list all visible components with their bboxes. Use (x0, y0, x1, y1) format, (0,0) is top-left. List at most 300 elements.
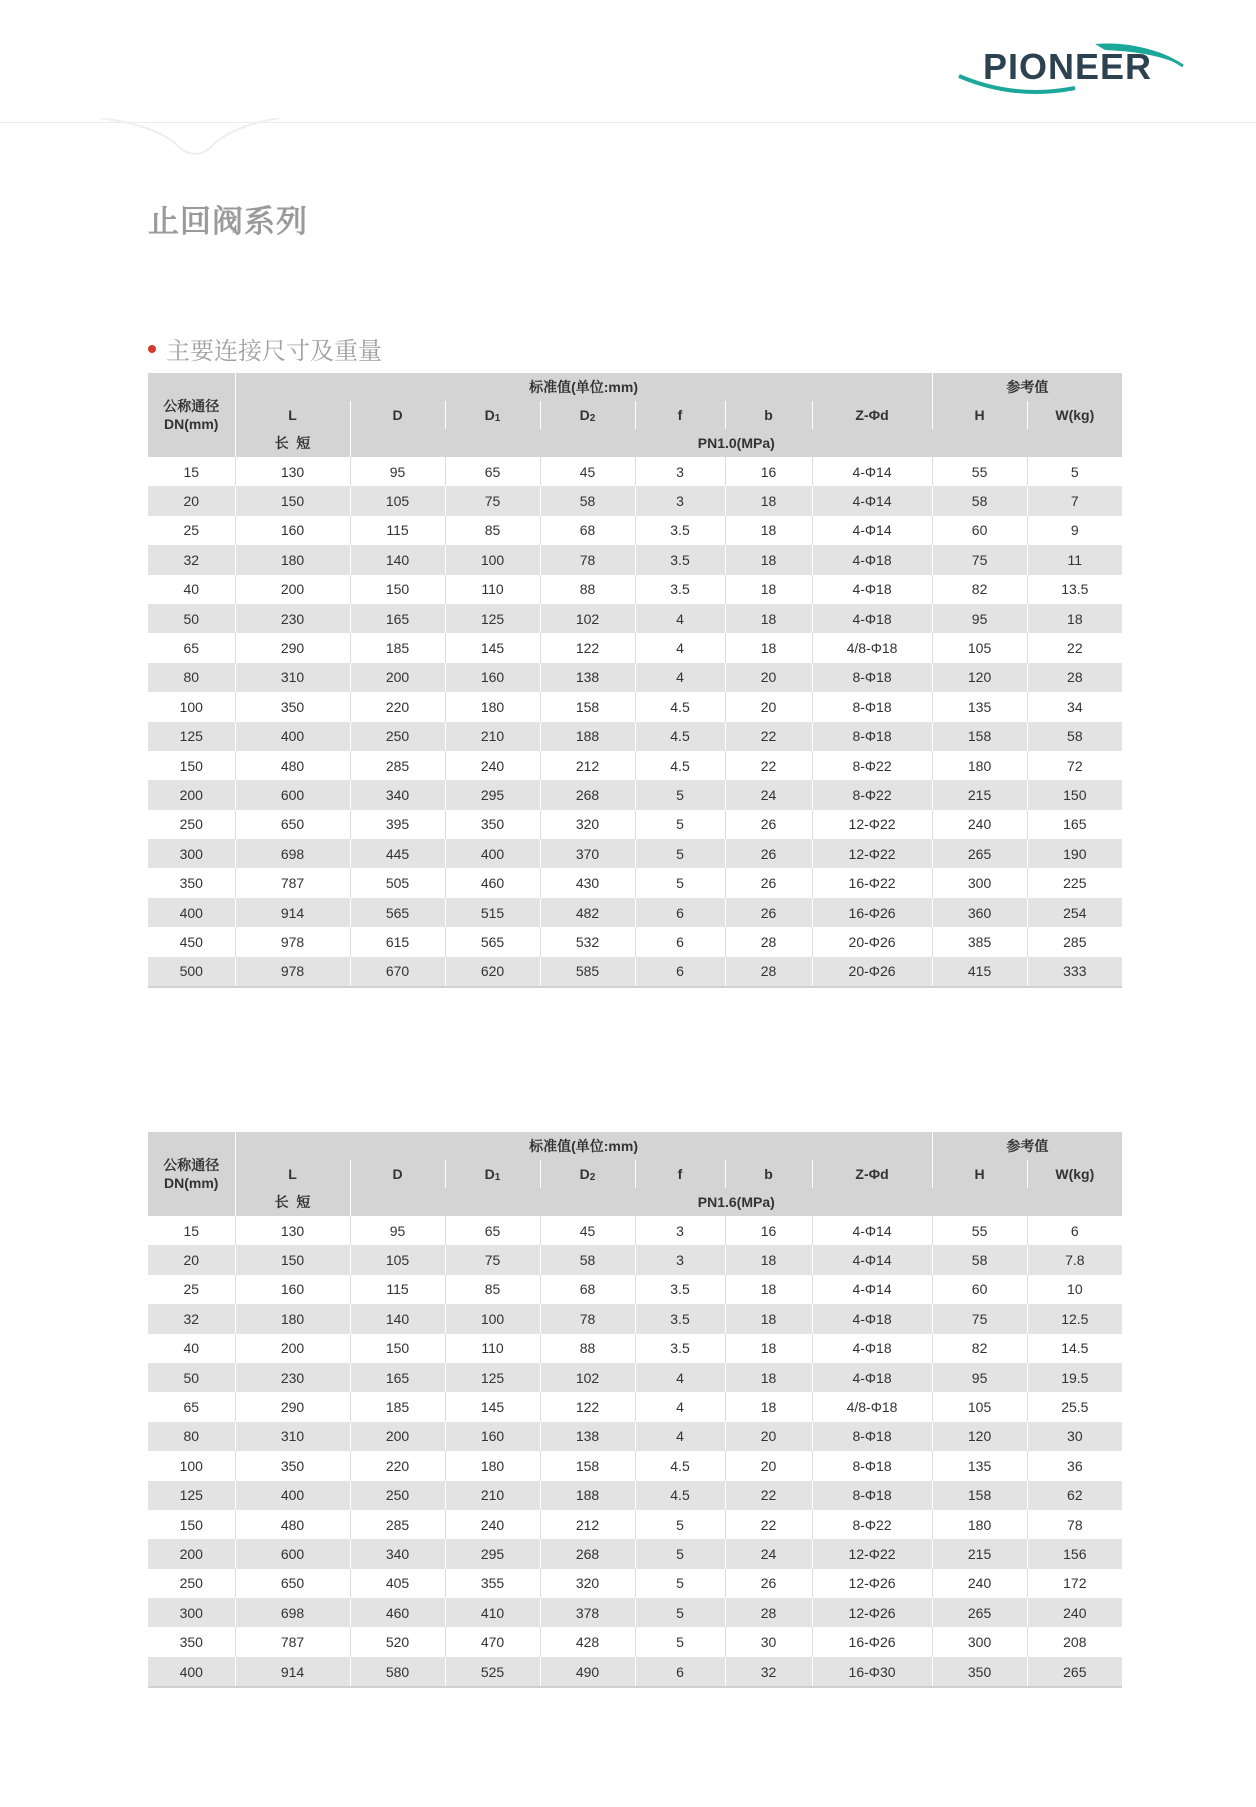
cell-dn: 450 (148, 927, 235, 956)
cell-W: 22 (1027, 633, 1122, 662)
cell-f: 4 (635, 633, 725, 662)
cell-b: 32 (725, 1657, 812, 1687)
cell-W: 13.5 (1027, 575, 1122, 604)
cell-zd: 8-Φ18 (812, 1422, 932, 1451)
cell-zd: 4-Φ14 (812, 516, 932, 545)
cell-b: 30 (725, 1627, 812, 1656)
cell-f: 6 (635, 957, 725, 987)
cell-D: 285 (350, 751, 445, 780)
cell-D2: 102 (540, 604, 635, 633)
cell-D1: 145 (445, 1392, 540, 1421)
cell-D: 150 (350, 575, 445, 604)
col-D2-header: D2 (540, 401, 635, 429)
cell-D2: 490 (540, 1657, 635, 1687)
cell-D2: 45 (540, 457, 635, 486)
cell-zd: 8-Φ22 (812, 780, 932, 809)
header-notch-decoration (100, 118, 280, 163)
cell-D: 250 (350, 722, 445, 751)
cell-f: 3 (635, 457, 725, 486)
cell-zd: 16-Φ26 (812, 1627, 932, 1656)
cell-b: 28 (725, 927, 812, 956)
cell-dn: 300 (148, 839, 235, 868)
cell-H: 240 (932, 810, 1027, 839)
col-W-header: W(kg) (1027, 401, 1122, 429)
cell-W: 333 (1027, 957, 1122, 987)
cell-L: 400 (235, 722, 350, 751)
cell-b: 16 (725, 457, 812, 486)
cell-D1: 295 (445, 780, 540, 809)
table-row (148, 1392, 1122, 1421)
cell-b: 18 (725, 1363, 812, 1392)
cell-zd: 4-Φ14 (812, 1245, 932, 1274)
cell-D1: 145 (445, 633, 540, 662)
cell-D: 200 (350, 663, 445, 692)
table-row (148, 486, 1122, 515)
cell-zd: 8-Φ18 (812, 663, 932, 692)
cell-D: 200 (350, 1422, 445, 1451)
cell-D: 150 (350, 1334, 445, 1363)
cell-b: 22 (725, 1481, 812, 1510)
cell-dn: 400 (148, 898, 235, 927)
cell-W: 156 (1027, 1539, 1122, 1568)
cell-D2: 122 (540, 633, 635, 662)
cell-W: 18 (1027, 604, 1122, 633)
pioneer-logo (955, 38, 1185, 98)
cell-H: 158 (932, 722, 1027, 751)
cell-f: 4.5 (635, 751, 725, 780)
cell-W: 72 (1027, 751, 1122, 780)
cell-zd: 12-Φ22 (812, 839, 932, 868)
cell-dn: 20 (148, 1245, 235, 1274)
cell-W: 7.8 (1027, 1245, 1122, 1274)
cell-D: 115 (350, 516, 445, 545)
cell-b: 18 (725, 1304, 812, 1333)
cell-f: 3.5 (635, 516, 725, 545)
cell-zd: 4-Φ18 (812, 1304, 932, 1333)
cell-D: 115 (350, 1275, 445, 1304)
cell-D1: 85 (445, 1275, 540, 1304)
cell-dn: 200 (148, 1539, 235, 1568)
cell-H: 215 (932, 780, 1027, 809)
cell-dn: 350 (148, 868, 235, 897)
cell-zd: 4-Φ18 (812, 545, 932, 574)
cell-dn: 32 (148, 545, 235, 574)
cell-L: 978 (235, 927, 350, 956)
table-row (148, 1363, 1122, 1392)
cell-D: 445 (350, 839, 445, 868)
table-row (148, 722, 1122, 751)
cell-W: 62 (1027, 1481, 1122, 1510)
pressure-header: PN1.0(MPa) (350, 429, 1122, 457)
standard-header: 标准值(单位:mm) (235, 1132, 932, 1160)
cell-H: 385 (932, 927, 1027, 956)
cell-W: 25.5 (1027, 1392, 1122, 1421)
cell-D: 565 (350, 898, 445, 927)
cell-b: 20 (725, 1451, 812, 1480)
cell-L: 400 (235, 1481, 350, 1510)
cell-D: 185 (350, 1392, 445, 1421)
col-H-header: H (932, 1160, 1027, 1188)
cell-L: 787 (235, 868, 350, 897)
cell-W: 10 (1027, 1275, 1122, 1304)
cell-zd: 16-Φ26 (812, 898, 932, 927)
cell-f: 5 (635, 1569, 725, 1598)
section-title-text: 主要连接尺寸及重量 (166, 337, 382, 365)
col-zd-header: Z-Φd (812, 401, 932, 429)
cell-b: 26 (725, 839, 812, 868)
cell-zd: 4-Φ14 (812, 486, 932, 515)
cell-H: 360 (932, 898, 1027, 927)
table-row (148, 868, 1122, 897)
cell-H: 265 (932, 839, 1027, 868)
cell-W: 12.5 (1027, 1304, 1122, 1333)
cell-f: 4 (635, 1422, 725, 1451)
cell-L: 350 (235, 692, 350, 721)
cell-H: 300 (932, 1627, 1027, 1656)
table-row (148, 1481, 1122, 1510)
table-row (148, 898, 1122, 927)
cell-W: 34 (1027, 692, 1122, 721)
cell-dn: 100 (148, 692, 235, 721)
cell-D1: 515 (445, 898, 540, 927)
cell-H: 60 (932, 1275, 1027, 1304)
cell-H: 415 (932, 957, 1027, 987)
cell-D1: 240 (445, 751, 540, 780)
cell-W: 150 (1027, 780, 1122, 809)
cell-b: 18 (725, 604, 812, 633)
col-L-header: L (235, 1160, 350, 1188)
cell-zd: 16-Φ22 (812, 868, 932, 897)
cell-b: 26 (725, 1569, 812, 1598)
cell-D2: 138 (540, 663, 635, 692)
cell-L: 914 (235, 1657, 350, 1687)
cell-W: 58 (1027, 722, 1122, 751)
cell-dn: 65 (148, 633, 235, 662)
cell-D: 95 (350, 457, 445, 486)
cell-dn: 80 (148, 1422, 235, 1451)
col-D-header: D (350, 401, 445, 429)
cell-L: 150 (235, 1245, 350, 1274)
table-row (148, 1245, 1122, 1274)
cell-D: 105 (350, 486, 445, 515)
cell-D: 105 (350, 1245, 445, 1274)
spec-table-pn10 (148, 373, 1122, 988)
cell-W: 254 (1027, 898, 1122, 927)
cell-dn: 50 (148, 1363, 235, 1392)
col-b-header: b (725, 401, 812, 429)
cell-W: 225 (1027, 868, 1122, 897)
cell-f: 5 (635, 1539, 725, 1568)
table-body (148, 1216, 1122, 1687)
cell-D1: 565 (445, 927, 540, 956)
cell-D: 340 (350, 780, 445, 809)
cell-b: 16 (725, 1216, 812, 1245)
cell-b: 18 (725, 1334, 812, 1363)
logo-text: PIONEER (983, 46, 1153, 87)
page-title: 止回阀系列 (148, 204, 308, 240)
cell-dn: 40 (148, 1334, 235, 1363)
cell-f: 4 (635, 1363, 725, 1392)
cell-D2: 68 (540, 516, 635, 545)
cell-H: 82 (932, 575, 1027, 604)
dn-header: 公称通径 DN(mm) (148, 1132, 235, 1216)
cell-W: 78 (1027, 1510, 1122, 1539)
table-row (148, 957, 1122, 987)
cell-D: 165 (350, 1363, 445, 1392)
cell-f: 3.5 (635, 1334, 725, 1363)
cell-dn: 125 (148, 722, 235, 751)
cell-b: 18 (725, 1245, 812, 1274)
table-row (148, 1451, 1122, 1480)
cell-L: 290 (235, 1392, 350, 1421)
table-row (148, 1334, 1122, 1363)
cell-f: 5 (635, 1598, 725, 1627)
cell-f: 4.5 (635, 722, 725, 751)
cell-dn: 100 (148, 1451, 235, 1480)
cell-dn: 200 (148, 780, 235, 809)
cell-D: 250 (350, 1481, 445, 1510)
cell-D2: 320 (540, 1569, 635, 1598)
table-row (148, 457, 1122, 486)
cell-H: 180 (932, 1510, 1027, 1539)
cell-H: 75 (932, 545, 1027, 574)
cell-b: 26 (725, 810, 812, 839)
cell-f: 5 (635, 1510, 725, 1539)
cell-zd: 4-Φ18 (812, 604, 932, 633)
cell-D1: 295 (445, 1539, 540, 1568)
cell-D: 220 (350, 1451, 445, 1480)
cell-D1: 620 (445, 957, 540, 987)
cell-H: 95 (932, 1363, 1027, 1392)
col-D1-header: D1 (445, 1160, 540, 1188)
cell-L: 180 (235, 1304, 350, 1333)
cell-L: 650 (235, 1569, 350, 1598)
col-b-header: b (725, 1160, 812, 1188)
cell-b: 18 (725, 1275, 812, 1304)
cell-D2: 158 (540, 692, 635, 721)
cell-D: 140 (350, 545, 445, 574)
reference-header: 参考值 (932, 1132, 1122, 1160)
cell-zd: 12-Φ26 (812, 1569, 932, 1598)
cell-f: 3 (635, 1245, 725, 1274)
col-L-header: L (235, 401, 350, 429)
cell-H: 120 (932, 1422, 1027, 1451)
cell-H: 350 (932, 1657, 1027, 1687)
cell-b: 20 (725, 663, 812, 692)
table-row (148, 516, 1122, 545)
cell-D: 140 (350, 1304, 445, 1333)
cell-b: 22 (725, 1510, 812, 1539)
cell-b: 24 (725, 1539, 812, 1568)
cell-D1: 65 (445, 457, 540, 486)
cell-D2: 122 (540, 1392, 635, 1421)
cell-D2: 430 (540, 868, 635, 897)
cell-W: 5 (1027, 457, 1122, 486)
cell-b: 24 (725, 780, 812, 809)
cell-D2: 88 (540, 1334, 635, 1363)
cell-dn: 150 (148, 1510, 235, 1539)
cell-dn: 250 (148, 810, 235, 839)
cell-D1: 75 (445, 1245, 540, 1274)
table-row (148, 1657, 1122, 1687)
cell-D2: 212 (540, 1510, 635, 1539)
cell-b: 26 (725, 868, 812, 897)
cell-D2: 158 (540, 1451, 635, 1480)
cell-H: 300 (932, 868, 1027, 897)
cell-D2: 320 (540, 810, 635, 839)
table-row (148, 780, 1122, 809)
cell-D2: 45 (540, 1216, 635, 1245)
cell-dn: 20 (148, 486, 235, 515)
cell-D1: 470 (445, 1627, 540, 1656)
cell-D1: 160 (445, 663, 540, 692)
cell-H: 105 (932, 1392, 1027, 1421)
cell-D2: 585 (540, 957, 635, 987)
cell-dn: 80 (148, 663, 235, 692)
cell-W: 19.5 (1027, 1363, 1122, 1392)
cell-D1: 100 (445, 1304, 540, 1333)
cell-D2: 268 (540, 780, 635, 809)
cell-zd: 20-Φ26 (812, 927, 932, 956)
cell-L: 787 (235, 1627, 350, 1656)
cell-H: 215 (932, 1539, 1027, 1568)
cell-zd: 16-Φ30 (812, 1657, 932, 1687)
cell-b: 26 (725, 898, 812, 927)
cell-W: 208 (1027, 1627, 1122, 1656)
cell-b: 22 (725, 751, 812, 780)
cell-D2: 68 (540, 1275, 635, 1304)
cell-zd: 4-Φ18 (812, 1363, 932, 1392)
col-D2-header: D2 (540, 1160, 635, 1188)
cell-D: 340 (350, 1539, 445, 1568)
cell-D: 670 (350, 957, 445, 987)
cell-f: 4.5 (635, 1451, 725, 1480)
cell-zd: 8-Φ18 (812, 1481, 932, 1510)
cell-D2: 188 (540, 722, 635, 751)
cell-H: 135 (932, 1451, 1027, 1480)
cell-f: 6 (635, 1657, 725, 1687)
cell-f: 5 (635, 1627, 725, 1656)
cell-W: 285 (1027, 927, 1122, 956)
cell-H: 95 (932, 604, 1027, 633)
table-row (148, 545, 1122, 574)
cell-D: 285 (350, 1510, 445, 1539)
table-row (148, 663, 1122, 692)
cell-D1: 180 (445, 692, 540, 721)
table-row (148, 1422, 1122, 1451)
table-row (148, 751, 1122, 780)
cell-D1: 75 (445, 486, 540, 515)
cell-D2: 138 (540, 1422, 635, 1451)
cell-zd: 4-Φ18 (812, 575, 932, 604)
cell-L: 180 (235, 545, 350, 574)
cell-zd: 8-Φ18 (812, 722, 932, 751)
cell-W: 9 (1027, 516, 1122, 545)
table-row (148, 604, 1122, 633)
cell-dn: 250 (148, 1569, 235, 1598)
cell-D: 395 (350, 810, 445, 839)
cell-zd: 12-Φ22 (812, 810, 932, 839)
cell-L: 150 (235, 486, 350, 515)
cell-f: 3 (635, 1216, 725, 1245)
cell-D1: 100 (445, 545, 540, 574)
cell-D1: 125 (445, 604, 540, 633)
cell-H: 105 (932, 633, 1027, 662)
cell-zd: 4-Φ14 (812, 1216, 932, 1245)
cell-D2: 78 (540, 1304, 635, 1333)
cell-L: 130 (235, 1216, 350, 1245)
cell-L: 600 (235, 780, 350, 809)
cell-L: 200 (235, 1334, 350, 1363)
cell-dn: 25 (148, 516, 235, 545)
cell-D1: 525 (445, 1657, 540, 1687)
cell-b: 18 (725, 486, 812, 515)
cell-L: 310 (235, 663, 350, 692)
cell-W: 240 (1027, 1598, 1122, 1627)
cell-dn: 125 (148, 1481, 235, 1510)
cell-L: 230 (235, 604, 350, 633)
cell-L: 130 (235, 457, 350, 486)
cell-L: 200 (235, 575, 350, 604)
cell-W: 36 (1027, 1451, 1122, 1480)
table-row (148, 1304, 1122, 1333)
cell-zd: 8-Φ18 (812, 692, 932, 721)
cell-H: 265 (932, 1598, 1027, 1627)
cell-D1: 410 (445, 1598, 540, 1627)
table-row (148, 810, 1122, 839)
cell-f: 6 (635, 898, 725, 927)
cell-D: 185 (350, 633, 445, 662)
cell-D2: 378 (540, 1598, 635, 1627)
cell-W: 265 (1027, 1657, 1122, 1687)
cell-W: 30 (1027, 1422, 1122, 1451)
cell-D2: 58 (540, 1245, 635, 1274)
col-D-header: D (350, 1160, 445, 1188)
cell-zd: 4/8-Φ18 (812, 633, 932, 662)
cell-L: 160 (235, 516, 350, 545)
cell-dn: 150 (148, 751, 235, 780)
cell-f: 3.5 (635, 1275, 725, 1304)
cell-D2: 58 (540, 486, 635, 515)
cell-D: 580 (350, 1657, 445, 1687)
cell-D: 405 (350, 1569, 445, 1598)
cell-zd: 8-Φ18 (812, 1451, 932, 1480)
cell-D2: 102 (540, 1363, 635, 1392)
table-row (148, 839, 1122, 868)
cell-H: 240 (932, 1569, 1027, 1598)
cell-b: 22 (725, 722, 812, 751)
col-H-header: H (932, 401, 1027, 429)
col-f-header: f (635, 1160, 725, 1188)
cell-H: 58 (932, 486, 1027, 515)
table-row (148, 1627, 1122, 1656)
cell-D2: 88 (540, 575, 635, 604)
cell-W: 28 (1027, 663, 1122, 692)
cell-D1: 460 (445, 868, 540, 897)
table-row (148, 1275, 1122, 1304)
cell-dn: 350 (148, 1627, 235, 1656)
cell-L: 698 (235, 1598, 350, 1627)
cell-D2: 212 (540, 751, 635, 780)
cell-f: 3 (635, 486, 725, 515)
cell-D2: 268 (540, 1539, 635, 1568)
cell-zd: 4-Φ18 (812, 1334, 932, 1363)
cell-f: 4 (635, 604, 725, 633)
cell-L: 914 (235, 898, 350, 927)
cell-D1: 350 (445, 810, 540, 839)
cell-f: 3.5 (635, 575, 725, 604)
table-row (148, 927, 1122, 956)
